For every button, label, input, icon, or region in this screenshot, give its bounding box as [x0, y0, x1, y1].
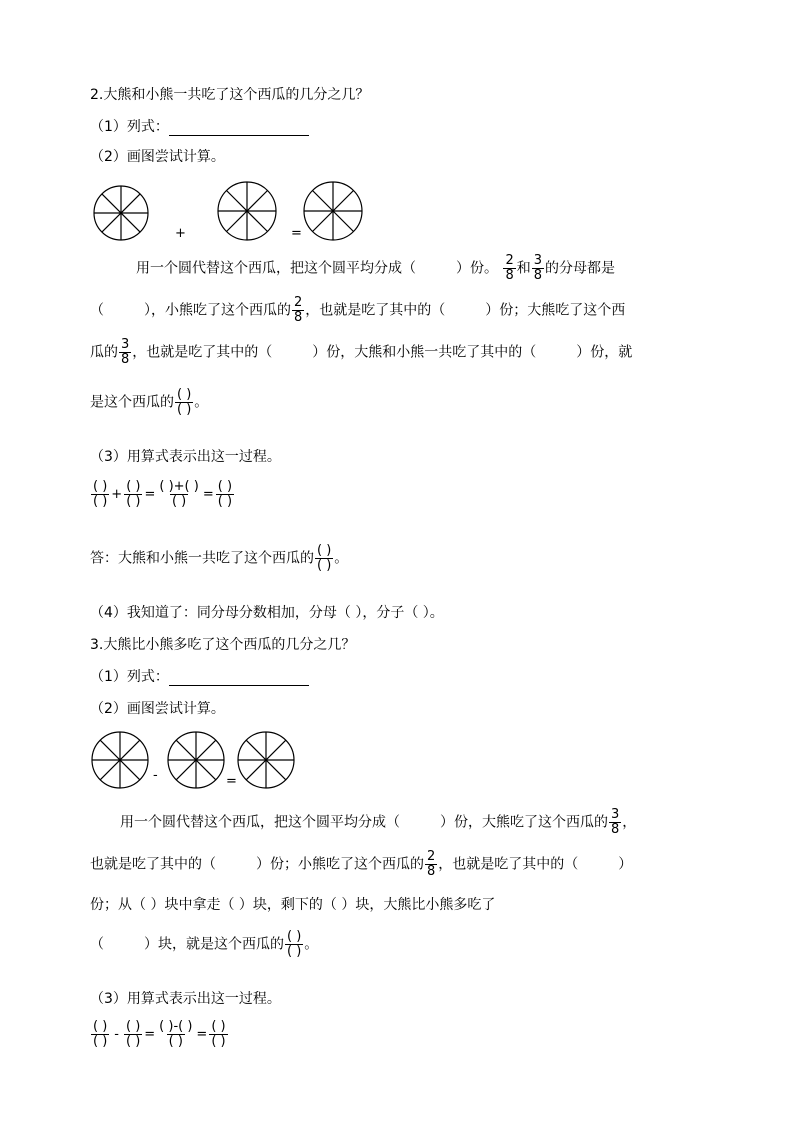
fraction-2-8 [292, 296, 304, 325]
frac-den: 8 [294, 310, 303, 325]
q2-text: ，也就是吃了其中的（ [305, 302, 446, 319]
q2-text: 用一个圆代替这个西瓜，把这个圆平均分成（ [136, 260, 416, 277]
blank-fraction[interactable] [209, 1020, 227, 1049]
frac-num: 2 [427, 849, 436, 864]
q3-p1-row [90, 666, 309, 686]
q3-answer-line[interactable] [169, 669, 309, 686]
q2-para-line-2 [90, 296, 625, 325]
fraction-3-8 [532, 254, 544, 283]
frac-den: ( ) [125, 1034, 141, 1049]
fraction-2-8 [425, 850, 437, 879]
q2-circle-2 [216, 180, 278, 242]
frac-den: 8 [427, 864, 436, 879]
q2-equation [90, 480, 235, 509]
blank-fraction[interactable] [216, 480, 234, 509]
frac-num: ( ) [125, 1019, 141, 1034]
frac-den: 8 [505, 268, 514, 283]
blank-fraction[interactable] [124, 480, 142, 509]
q2-text: 是这个西瓜的 [90, 394, 174, 411]
q2-p2-label: （2）画图尝试计算。 [90, 149, 225, 165]
frac-den: ( ) [317, 558, 332, 573]
q2-text: （ [90, 302, 104, 319]
q2-text: ），小熊吃了这个西瓜的 [144, 302, 291, 319]
q3-text: 。 [304, 936, 319, 953]
blank-fraction[interactable] [285, 930, 303, 959]
q2-text: 瓜的 [90, 344, 118, 361]
q3-text: （ [90, 936, 104, 953]
blank-fraction[interactable] [175, 388, 193, 417]
q3-para-line-2 [90, 850, 632, 879]
q3-para-line-1 [120, 808, 636, 837]
frac-den: ( ) [93, 494, 108, 509]
q2-text: ）份，大熊和小熊一共吃了其中的（ [312, 344, 537, 361]
q3-text: ）份，大熊吃了这个西瓜的 [440, 814, 608, 831]
q3-p2-label: （2）画图尝试计算。 [90, 701, 225, 717]
q2-p4: （4）我知道了：同分母分数相加，分母（ ），分子（ ）。 [90, 605, 444, 621]
q2-para-line-4 [90, 388, 208, 417]
q2-plus-sign: + [175, 226, 186, 241]
blank-fraction[interactable] [91, 480, 109, 509]
q2-text: 的分母都是 [545, 260, 616, 277]
q2-text: ）份，就 [576, 344, 633, 361]
frac-den: ( ) [168, 1034, 183, 1049]
q3-title: 3.大熊比小熊多吃了这个西瓜的几分之几？ [90, 637, 356, 653]
frac-num: 3 [611, 807, 620, 822]
frac-den: 8 [611, 822, 620, 837]
frac-den: 8 [121, 352, 130, 367]
frac-num: ( ) [93, 1019, 108, 1034]
q3-circle-1 [90, 730, 150, 790]
frac-den: ( ) [93, 1034, 108, 1049]
equals-sign: = [202, 487, 214, 502]
q3-text: ， [622, 814, 637, 831]
frac-den: ( ) [217, 494, 233, 509]
q3-text: ，也就是吃了其中的（ [438, 856, 579, 873]
q2-text: ）份。 [456, 260, 498, 277]
q2-text: 和 [516, 260, 531, 277]
q2-circle-3 [302, 180, 364, 242]
q2-equals-sign: = [291, 226, 302, 241]
q3-p1-label: （1）列式： [90, 669, 169, 685]
fraction-3-8 [609, 808, 621, 837]
q2-title: 2.大熊和小熊一共吃了这个西瓜的几分之几？ [90, 87, 370, 103]
frac-num: 2 [294, 295, 303, 310]
blank-fraction-diff[interactable] [157, 1020, 194, 1049]
frac-num: ( ) [177, 387, 192, 402]
q3-circle-3 [236, 730, 296, 790]
frac-num: 2 [505, 253, 514, 268]
frac-den: 8 [533, 268, 543, 283]
frac-num: ( ) [126, 479, 141, 494]
q2-text: 。 [334, 550, 349, 567]
frac-num: ( ) [317, 543, 332, 558]
frac-num: ( ) [287, 929, 302, 944]
frac-num: ( ) [93, 479, 108, 494]
frac-num: 3 [121, 337, 130, 352]
frac-num: ( )+( ) [159, 479, 199, 494]
q3-text: ）份；小熊吃了这个西瓜的 [256, 856, 424, 873]
q3-text: ） [618, 856, 633, 873]
equals-sign: = [144, 487, 156, 502]
q3-text: ）块，就是这个西瓜的 [144, 936, 284, 953]
frac-den: ( ) [177, 402, 192, 417]
q2-text: 。 [194, 394, 209, 411]
fraction-3-8 [119, 338, 131, 367]
q2-para-line-3 [90, 338, 632, 367]
frac-den: ( ) [126, 494, 141, 509]
q2-text: ，也就是吃了其中的（ [132, 344, 273, 361]
fraction-2-8 [503, 254, 515, 283]
q2-answer [90, 544, 348, 573]
q2-text: ）份；大熊吃了这个西 [485, 302, 626, 319]
blank-fraction[interactable] [124, 1020, 142, 1049]
q2-p1-label: （1）列式： [90, 119, 169, 135]
q3-p3-label: （3）用算式表示出这一过程。 [90, 991, 281, 1007]
frac-den: ( ) [287, 944, 302, 959]
minus-sign: - [114, 1027, 119, 1042]
blank-fraction[interactable] [91, 1020, 109, 1049]
q3-minus-sign: - [153, 768, 158, 783]
q2-p1-row [90, 116, 309, 136]
equals-sign: = [144, 1027, 156, 1042]
q2-circle-1 [92, 184, 150, 242]
equals-sign: = [196, 1027, 208, 1042]
q2-para-line-1 [136, 254, 615, 283]
blank-fraction[interactable] [315, 544, 333, 573]
q3-text: 也就是吃了其中的（ [90, 856, 216, 873]
frac-num: ( ) [217, 479, 233, 494]
q3-circle-2 [166, 730, 226, 790]
frac-num: ( ) [211, 1019, 226, 1034]
q3-para-line-3: 份；从（ ）块中拿走（ ）块，剩下的（ ）块，大熊比小熊多吃了 [90, 897, 496, 913]
q3-equals-sign: = [226, 774, 237, 789]
frac-num: ( )-( ) [159, 1019, 193, 1034]
q3-text: 用一个圆代替这个西瓜，把这个圆平均分成（ [120, 814, 400, 831]
plus-sign: + [111, 487, 123, 502]
q2-p3-label: （3）用算式表示出这一过程。 [90, 449, 281, 465]
q3-equation [90, 1020, 229, 1049]
q3-para-line-4 [90, 930, 318, 959]
frac-den: ( ) [171, 494, 187, 509]
blank-fraction-sum[interactable] [157, 480, 200, 509]
q2-answer-line[interactable] [169, 119, 309, 136]
frac-num: 3 [533, 253, 543, 268]
frac-den: ( ) [211, 1034, 226, 1049]
q2-text: 答：大熊和小熊一共吃了这个西瓜的 [90, 550, 314, 567]
